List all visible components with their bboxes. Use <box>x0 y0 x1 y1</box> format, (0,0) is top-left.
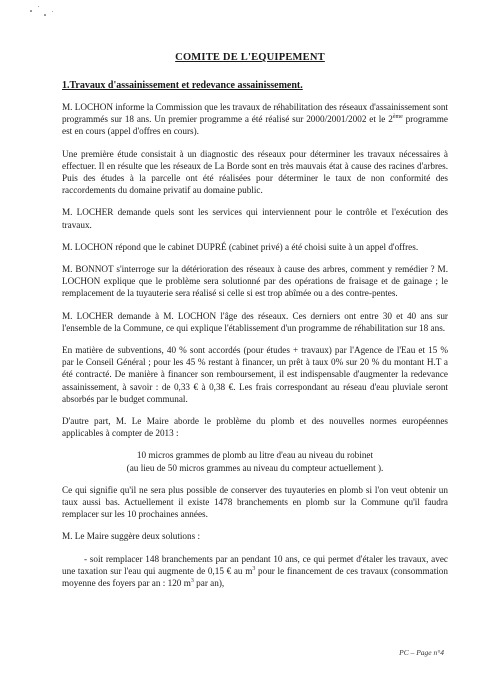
paragraph-11 <box>62 553 448 590</box>
page-footer: PC – Page n°4 <box>399 648 444 657</box>
lead-norm-block <box>62 449 448 473</box>
paragraph-6: M. LOCHER demande à M. LOCHON l'âge des réseaux. Ces derniers ont entre 30 et 40 ans sur l'ensemble de la Commune, ce qui explique l'établissement d'un programme de réhabilitation sur 18 ans. <box>62 310 448 333</box>
paragraph-5: M. BONNOT s'interroge sur la détérioration des réseaux à cause des arbres, comment y remédier ? M. LOCHON explique que le problème sera solutionné par des opérations de fraisage et de gainage ; le remplacement de la tuyauterie sera réalisé si celle si est trop abîmée ou a des contre-pentes. <box>62 264 448 299</box>
paragraph-1-text-b: programme est en cours (appel d'offres en cours). <box>62 114 448 137</box>
paragraph-3: M. LOCHER demande quels sont les services qui interviennent pour le contrôle et l'exécution des travaux. <box>62 207 448 230</box>
lead-norm-line-1: 10 micros grammes de plomb au litre d'eau au niveau du robinet <box>136 450 374 461</box>
paragraph-1-superscript: ème <box>392 114 403 121</box>
document-body <box>62 80 448 599</box>
paragraph-4: M. LOCHON répond que le cabinet DUPRÉ (cabinet privé) a été choisi suite à un appel d'offres. <box>62 241 419 252</box>
paragraph-11-text-a: - soit remplacer 148 branchements par an pendant 10 ans, ce qui permet d'étaler les travaux, avec une taxation sur l'eau qui augmente de 0,15 € au m <box>62 553 448 576</box>
scan-specks <box>30 4 70 24</box>
paragraph-9: Ce qui signifie qu'il ne sera plus possible de conserver des tuyauteries en plomb si l'on veut obtenir un taux aussi bas. Actuellement il existe 1478 branchements en plomb sur la Commune qu'il faudra remplacer sur les 10 prochaines années. <box>62 484 448 520</box>
lead-norm-line-2: (au lieu de 50 micros grammes au niveau du compteur actuellement ). <box>126 462 384 473</box>
paragraph-10: M. Le Maire suggère deux solutions : <box>62 531 201 542</box>
document-title: COMITE DE L'EQUIPEMENT <box>175 52 325 63</box>
paragraph-1-text-a: M. LOCHON informe la Commission que les travaux de réhabilitation des réseaux d'assainissement sont programmés sur 18 ans. Un premier programme a été réalisé sur 2000/2001/2002 et le 2 <box>62 102 448 125</box>
paragraph-7: En matière de subventions, 40 % sont accordés (pour études + travaux) par l'Agence de l'Eau et 15 % par le Conseil Général ; pour les 45 % restant à financer, un prêt à taux 0% sur 20 % du montant H.T a été contracté. De manière à financer son remboursement, il est indispensable d'augmenter la redevance assainissement, à savoir : de 0,33 € à 0,38 €. Les frais correspondant au réseau d'eau pluviale seront absorbés par le budget communal. <box>62 345 448 404</box>
paragraph-11-text-c: par an), <box>193 578 225 589</box>
paragraph-1 <box>62 101 448 138</box>
section-heading: 1.Travaux d'assainissement et redevance assainissement. <box>62 80 303 91</box>
paragraph-11-superscript-1: 3 <box>252 565 256 572</box>
paragraph-11-text-b: pour le financement de ces travaux (consommation moyenne des foyers par an : 120 m <box>62 565 448 589</box>
paragraph-11-superscript-2: 3 <box>190 578 194 585</box>
paragraph-8: D'autre part, M. Le Maire aborde le problème du plomb et des nouvelles normes européennes applicables à compter de 2013 : <box>62 416 448 439</box>
paragraph-2: Une première étude consistait à un diagnostic des réseaux pour déterminer les travaux nécessaires à effectuer. Il en résulte que les réseaux de La Borde sont en très mauvais état à cause des racines d'arbres. Puis des études à la parcelle ont été réalisées pour déterminer le taux de non conformité des raccordements du domaine privatif au domaine public. <box>62 148 448 196</box>
